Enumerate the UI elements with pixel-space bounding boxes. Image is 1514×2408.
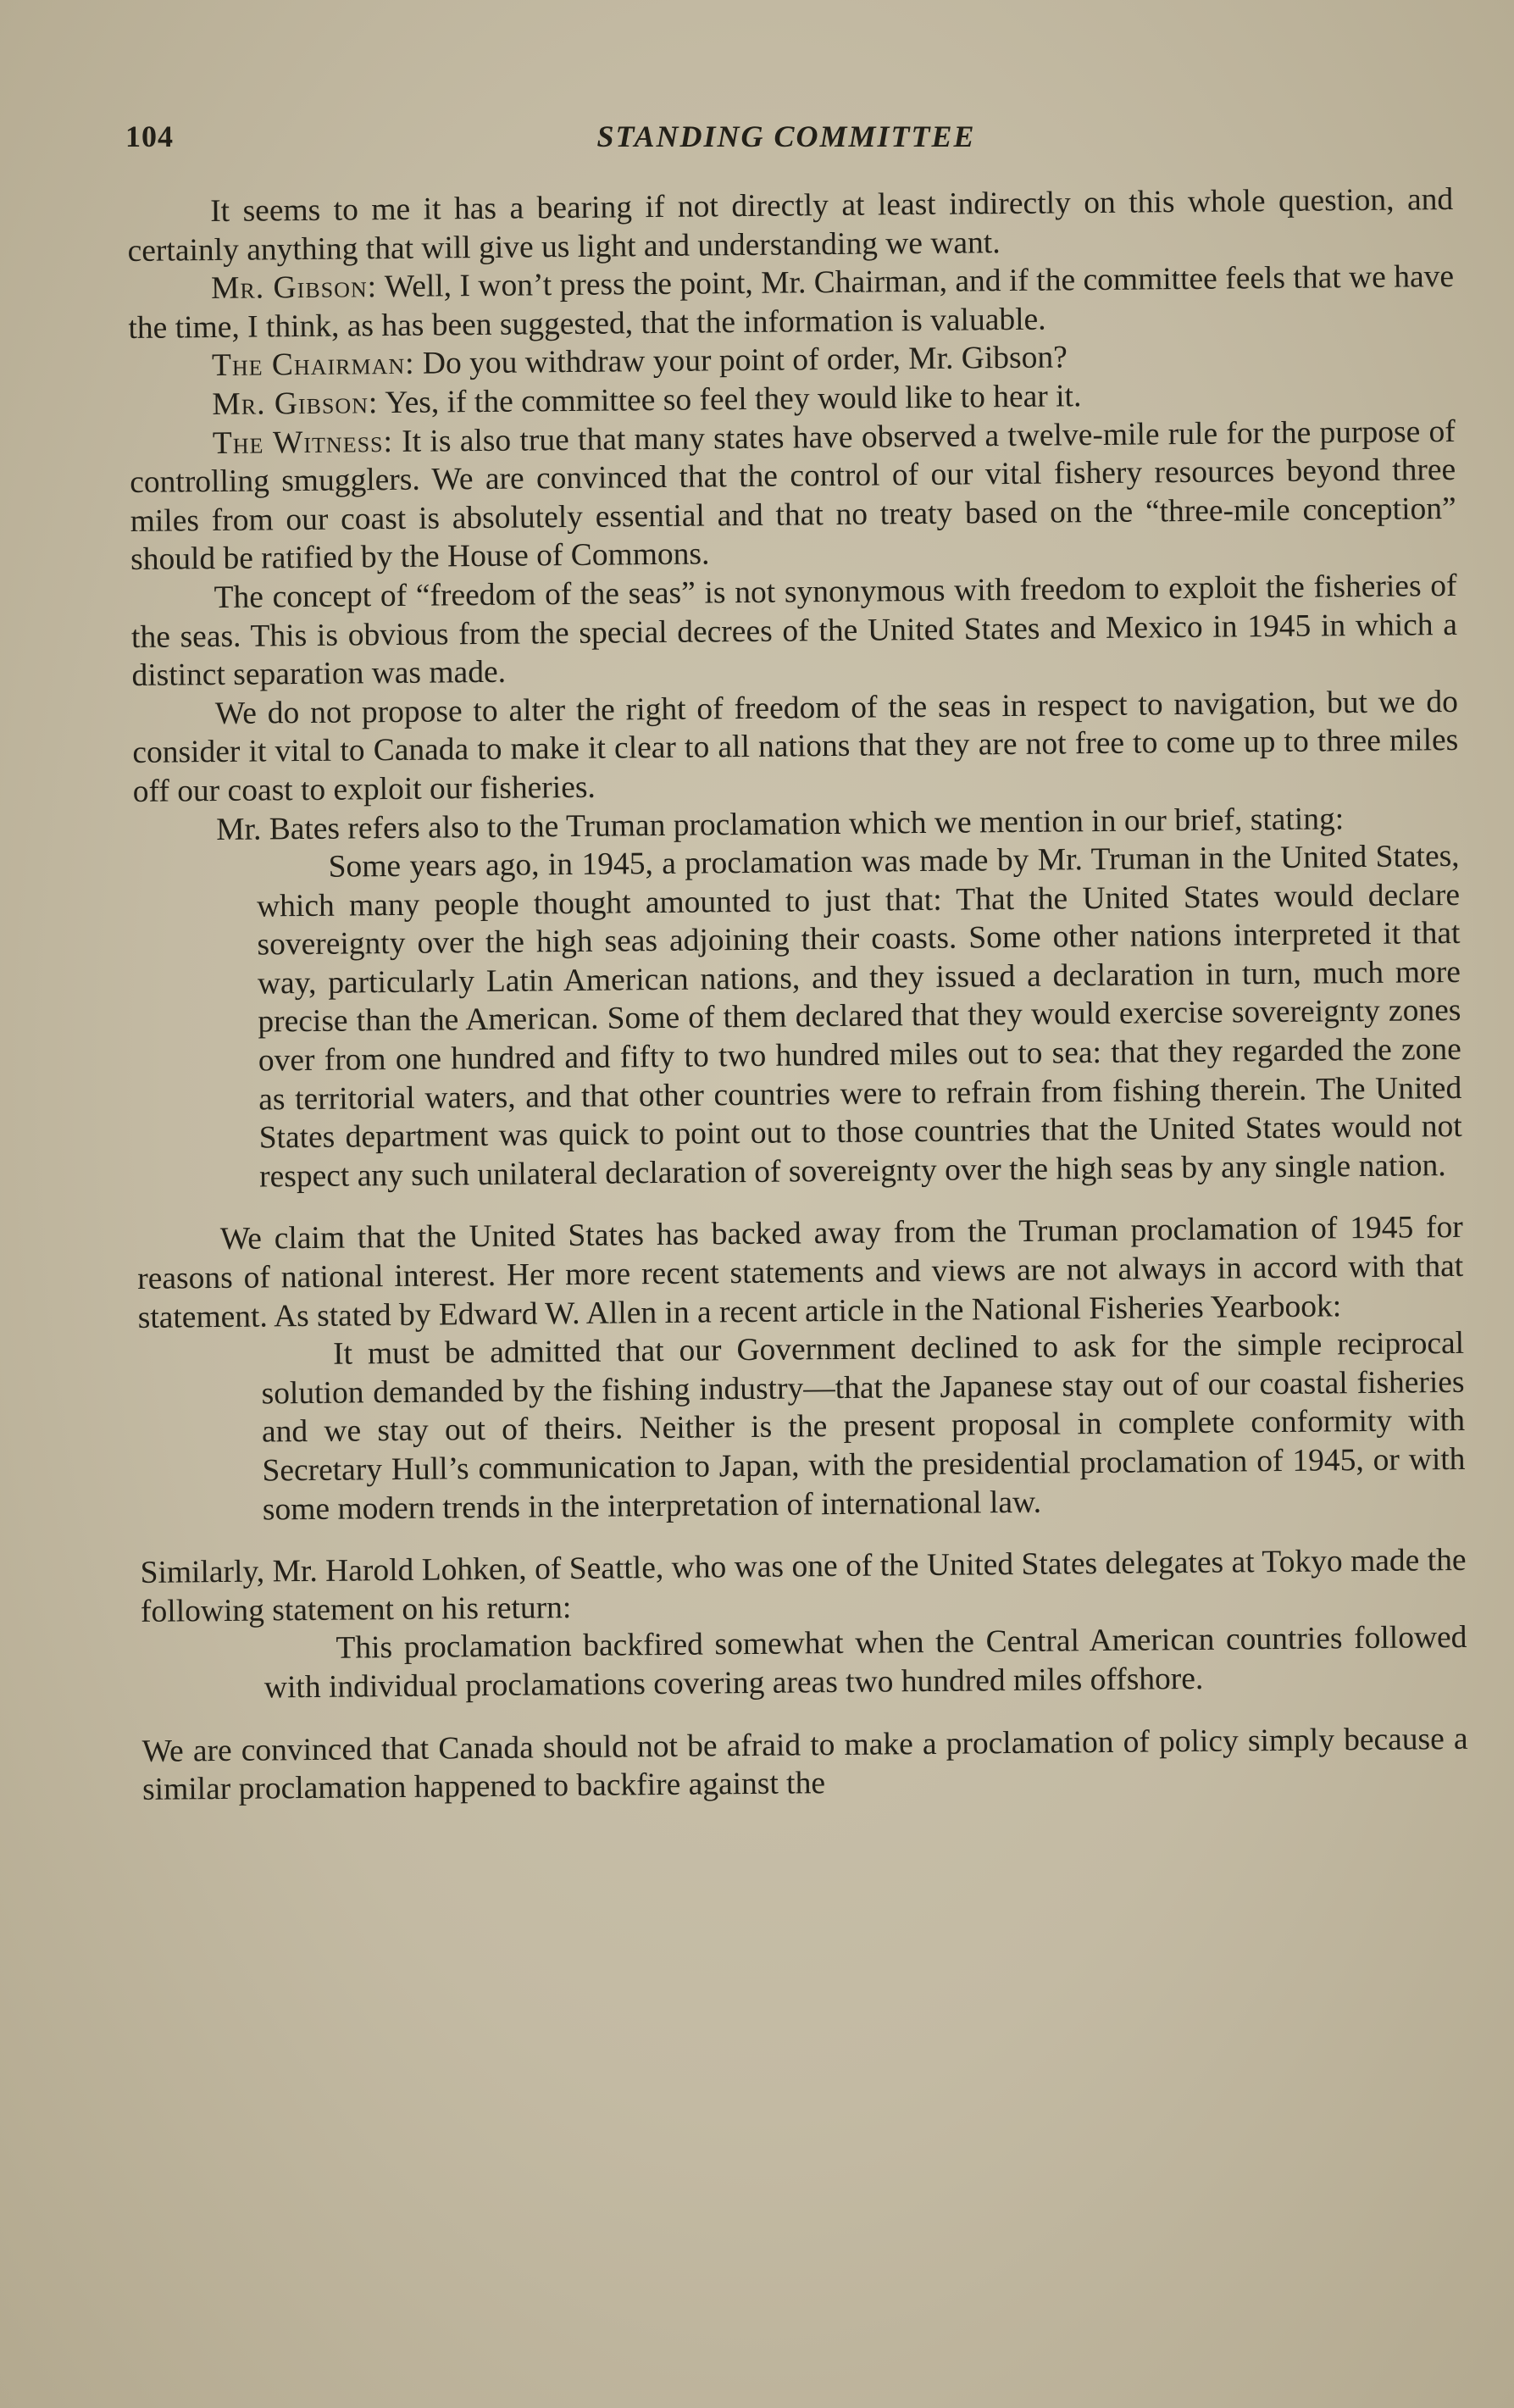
running-title: STANDING COMMITTEE: [596, 119, 976, 153]
paragraph: Mr. Gibson: Well, I won’t press the point, Mr. Chairman, and if the committee feels that we have the time, I think, as has been suggested, that the information is valuable.: [128, 259, 1455, 346]
paragraph: It seems to me it has a bearing if not directly at least indirectly on this whole question, and certainly anything that will give us light and understanding we want.: [127, 181, 1454, 269]
speaker-label: Mr. Gibson:: [210, 269, 378, 307]
body-text: [127, 180, 1468, 1810]
quote-paragraph: This proclamation backfired somewhat when the Central American countries followed with individual proclamations covering areas two hundred miles offshore.: [263, 1620, 1467, 1706]
block-quote: [256, 837, 1462, 1196]
paragraph: The Witness: It is also true that many states have observed a twelve-mile rule for the purpose of controlling smugglers. We are convinced that the control of our vital fishery resources beyond three miles from our coast is absolutely essential and that no treaty based on the “three-mile conception” should be ratified by the House of Commons.: [130, 413, 1456, 578]
paragraph: We are convinced that Canada should not be afraid to make a proclamation of policy simply because a similar proclamation happened to backfire against the: [141, 1721, 1468, 1808]
quote-paragraph: It must be admitted that our Government declined to ask for the simple reciprocal solution demanded by the fishing industry—that the Japanese stay out of our coastal fisheries and we stay out of theirs. Neither is the present proposal in complete conformity with Secretary Hull’s communication to Japan, with the presidential proclamation of 1945, or with some modern trends in the interpretation of international law.: [261, 1326, 1466, 1528]
paragraph: The concept of “freedom of the seas” is not synonymous with freedom to exploit the fisheries of the seas. This is obvious from the special decrees of the United States and Mexico in 1945 in which a distinct separation was made.: [130, 568, 1458, 694]
quote-paragraph: Some years ago, in 1945, a proclamation was made by Mr. Truman in the United States, which many people thought amounted to just that: That the United States would declare sovereignty over the high seas adjoining their coasts. Some other nations interpreted it that way, particularly Latin American nations, and they issued a declaration in turn, much more precise than the American. Some of them declared that they would exercise sovereignty zones over from one hundred and fifty to two hundred miles out to sea: that they regarded the zone as territorial waters, and that other countries were to refrain from fishing therein. The United States department was quick to point out to those countries that the United States would not respect any such unilateral declaration of sovereignty over the high seas by any single nation.: [256, 839, 1462, 1195]
page-number: 104: [125, 119, 174, 153]
paragraph: We claim that the United States has backed away from the Truman proclamation of 1945 for reasons of national interest. Her more recent statements and views are not always in accord with that statement. As stated by Edward W. Allen in a recent article in the National Fisheries Yearbook:: [137, 1210, 1464, 1335]
paragraph: The Chairman: Do you withdraw your point of order, Mr. Gibson?: [211, 340, 1068, 384]
paragraph: Mr. Bates refers also to the Truman proclamation which we mention in our brief, stating:: [216, 801, 1345, 847]
speaker-label: Mr. Gibson:: [212, 386, 379, 423]
paragraph: Mr. Gibson: Yes, if the committee so feel they would like to hear it.: [212, 379, 1082, 423]
paragraph: Similarly, Mr. Harold Lohken, of Seattle, who was one of the United States delegates at Tokyo made the following statement on his return:: [140, 1543, 1467, 1629]
speaker-label: The Chairman:: [211, 347, 415, 384]
block-quote: [261, 1324, 1466, 1529]
block-quote: [263, 1618, 1467, 1707]
page-header: [125, 119, 1447, 169]
speaker-label: The Witness:: [212, 424, 394, 461]
paragraph: We do not propose to alter the right of freedom of the seas in respect to navigation, but we do consider it vital to Canada to make it clear to all nations that they are not free to come up to three miles off our coast to exploit our fisheries.: [132, 684, 1459, 809]
